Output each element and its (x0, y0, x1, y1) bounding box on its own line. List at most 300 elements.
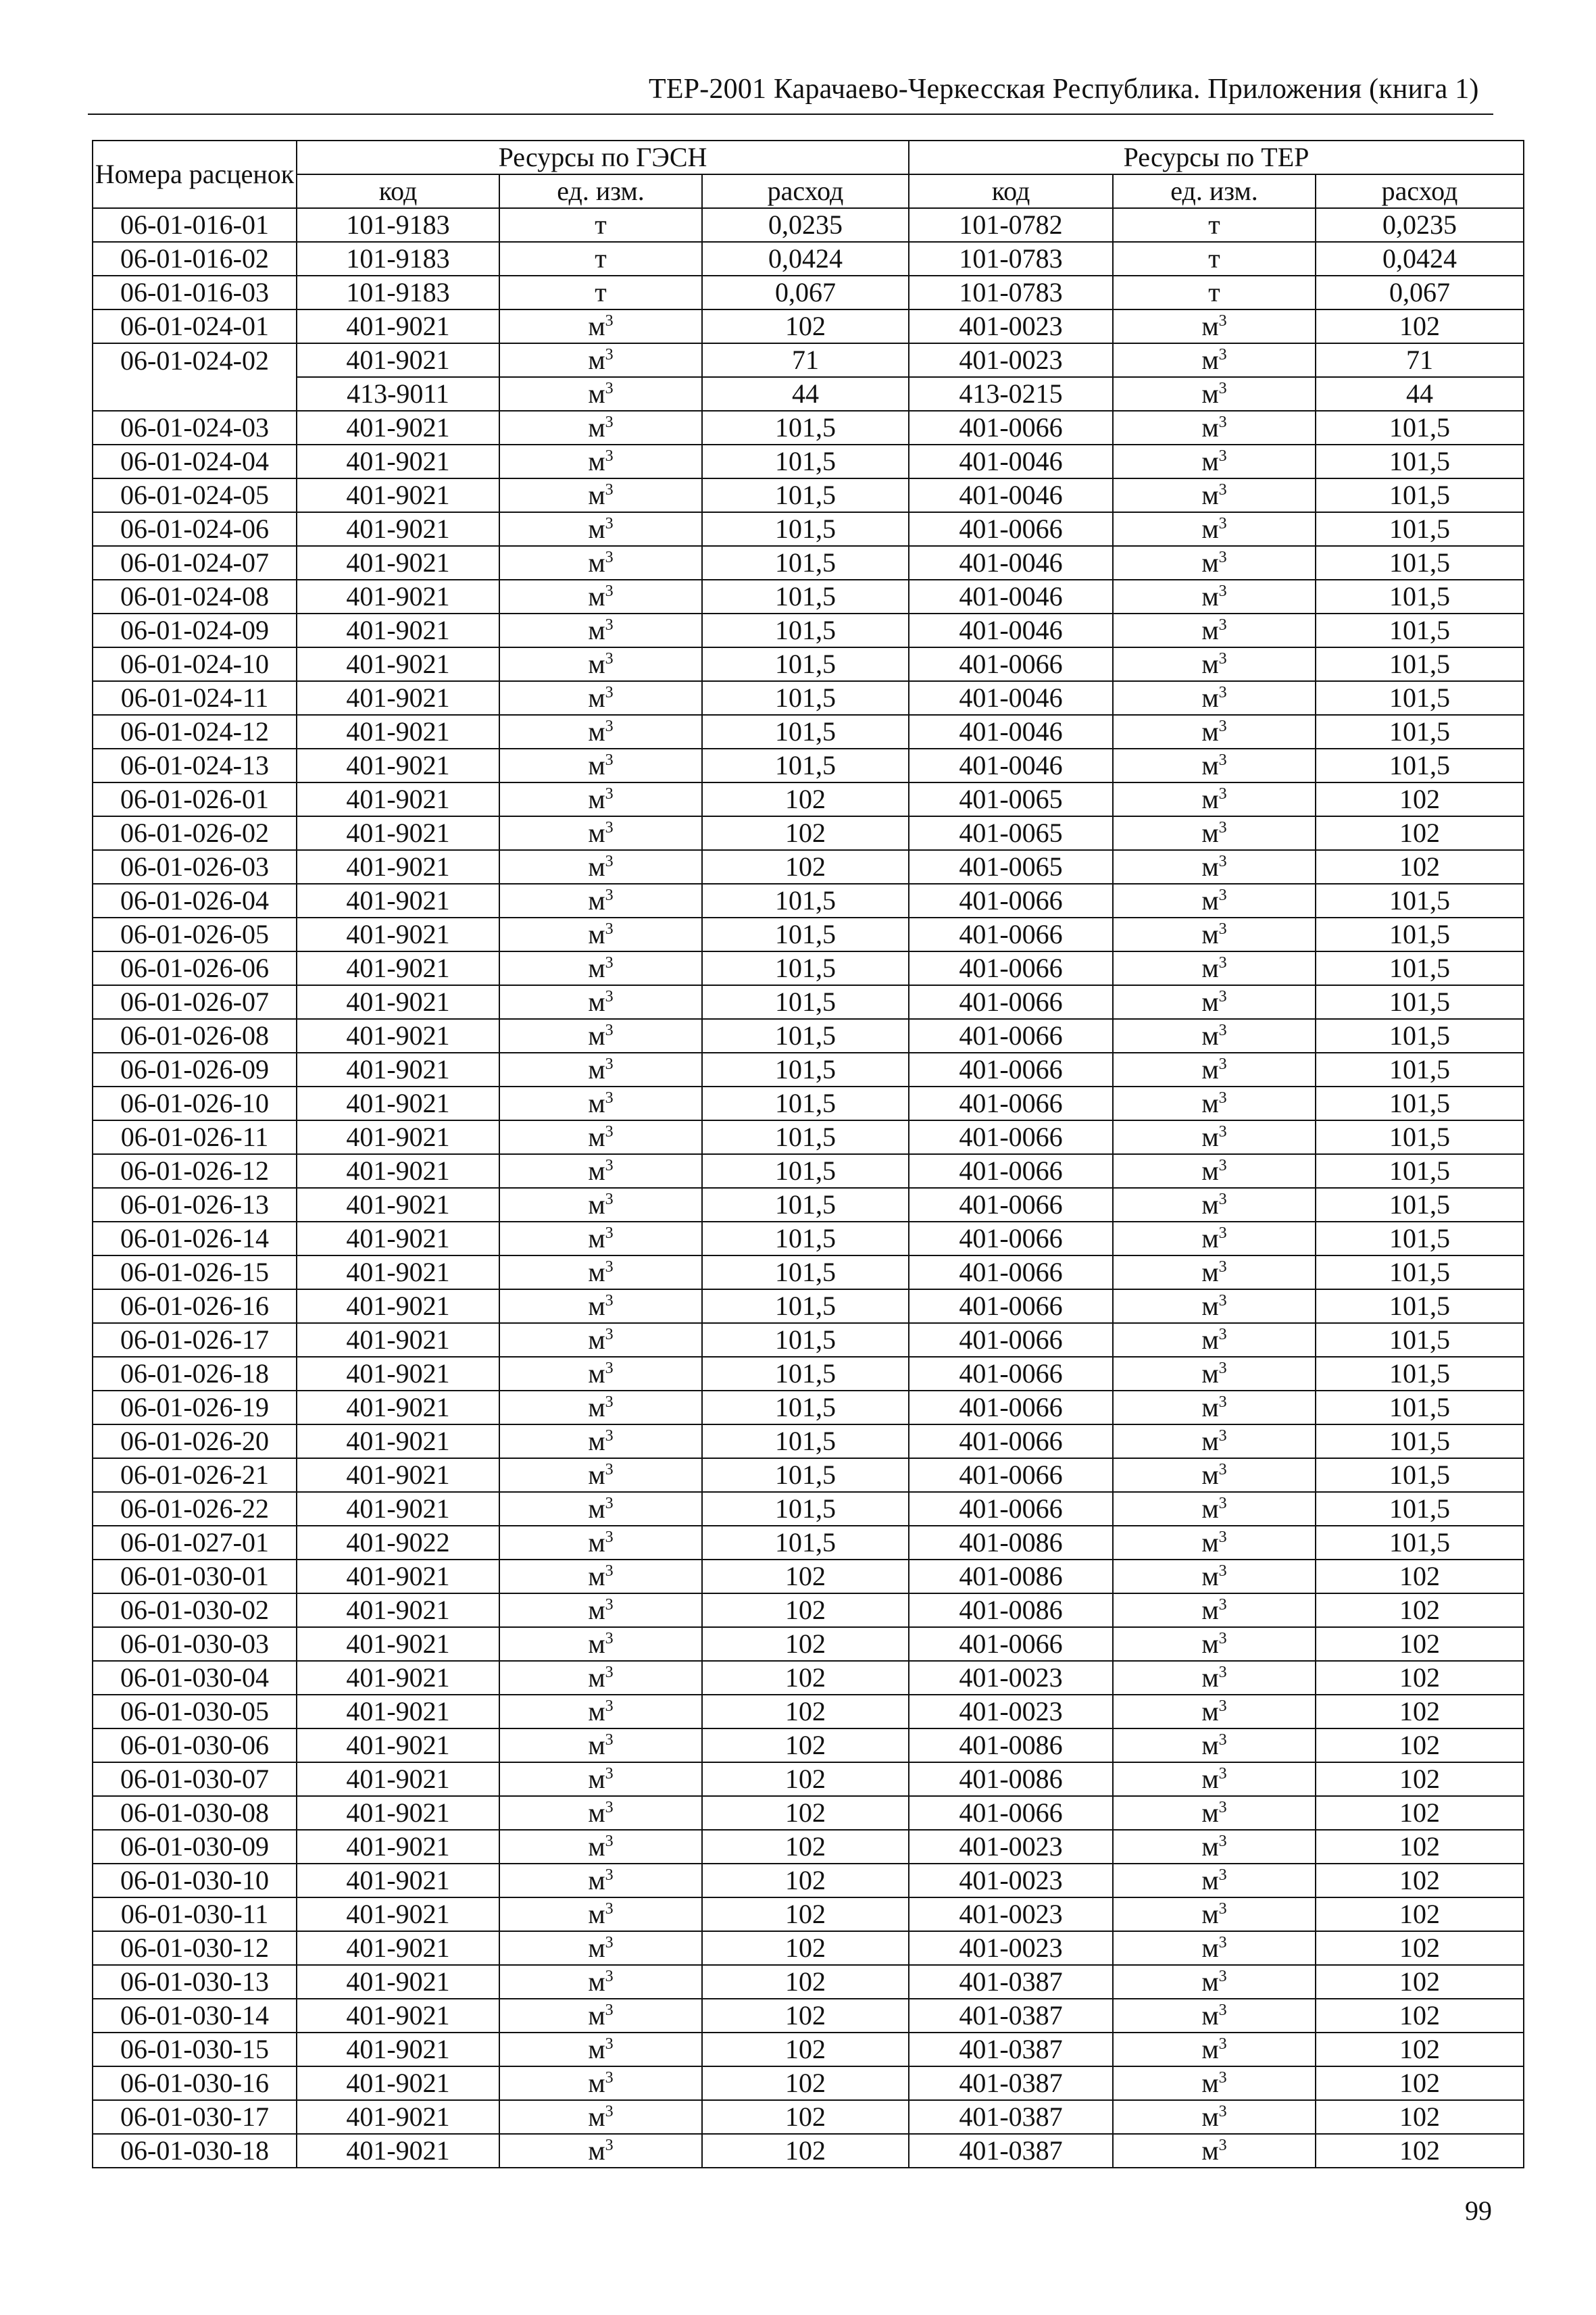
gesn-unit-cell (499, 1965, 702, 1999)
unit-exponent: 3 (605, 2069, 614, 2087)
ter-unit-cell (1113, 1796, 1316, 1830)
ter-amount-cell: 71 (1316, 343, 1524, 377)
unit-label: $м^3$ (588, 1696, 614, 1726)
unit-label: $м^3$ (588, 514, 614, 544)
table-row (93, 1830, 1524, 1864)
ter-unit-cell (1113, 2033, 1316, 2066)
unit-label: $м^3$ (588, 1831, 614, 1862)
gesn-code-cell: 401-9021 (297, 343, 499, 377)
table-row (93, 478, 1524, 512)
ter-unit-cell (1113, 1965, 1316, 1999)
ter-unit-cell (1113, 647, 1316, 681)
rate-number-cell: 06-01-030-15 (93, 2033, 297, 2066)
unit-exponent: 3 (1218, 684, 1227, 701)
unit-exponent: 3 (1218, 785, 1227, 803)
ter-unit-cell (1113, 1357, 1316, 1391)
unit-label: $м^3$ (588, 446, 614, 476)
unit-exponent: 3 (1218, 1191, 1227, 1208)
rate-number-cell: 06-01-030-05 (93, 1695, 297, 1728)
unit-label: $м^3$ (1201, 514, 1227, 544)
ter-amount-cell: 101,5 (1316, 1087, 1524, 1120)
unit-exponent: 3 (605, 1664, 614, 1681)
unit-label: $м^3$ (588, 1899, 614, 1929)
gesn-unit-cell (499, 580, 702, 614)
gesn-amount-cell: 101,5 (702, 884, 909, 918)
ter-unit-cell (1113, 1120, 1316, 1154)
unit-exponent: 3 (605, 2001, 614, 2019)
table-row (93, 1154, 1524, 1188)
gesn-code-cell: 401-9021 (297, 1087, 499, 1120)
gesn-unit-cell (499, 2066, 702, 2100)
rate-number-cell: 06-01-030-17 (93, 2100, 297, 2134)
unit-label: $м^3$ (1201, 1189, 1227, 1220)
rate-number-cell: 06-01-030-09 (93, 1830, 297, 1864)
unit-label: $м^3$ (1201, 750, 1227, 780)
table-row (93, 1492, 1524, 1526)
gesn-amount-cell: 101,5 (702, 1120, 909, 1154)
ter-code-cell: 401-0066 (909, 411, 1113, 445)
gesn-unit-cell (499, 309, 702, 343)
gesn-amount-cell: 101,5 (702, 1188, 909, 1222)
unit-exponent: 3 (605, 684, 614, 701)
rate-number-cell: 06-01-030-01 (93, 1560, 297, 1593)
unit-label: $м^3$ (588, 581, 614, 612)
unit-label: $м^3$ (1201, 1865, 1227, 1895)
gesn-code-cell: 401-9021 (297, 1931, 499, 1965)
ter-unit-cell (1113, 1492, 1316, 1526)
gesn-amount-cell: 101,5 (702, 647, 909, 681)
ter-amount-cell: 101,5 (1316, 411, 1524, 445)
gesn-amount-cell: 102 (702, 1864, 909, 1897)
table-row (93, 411, 1524, 445)
unit-exponent: 3 (605, 920, 614, 938)
ter-unit-cell (1113, 1391, 1316, 1424)
unit-label: $м^3$ (588, 1054, 614, 1085)
unit-label: $м^3$ (588, 1966, 614, 1997)
rate-number-cell: 06-01-026-08 (93, 1019, 297, 1053)
gesn-code-cell: 401-9021 (297, 2066, 499, 2100)
gesn-code-cell: 401-9021 (297, 1695, 499, 1728)
ter-unit-cell (1113, 951, 1316, 985)
ter-unit-cell (1113, 445, 1316, 478)
unit-label: $м^3$ (588, 1223, 614, 1253)
unit-exponent: 3 (1218, 2035, 1227, 2053)
ter-amount-cell: 101,5 (1316, 715, 1524, 749)
unit-exponent: 3 (605, 312, 614, 330)
unit-exponent: 3 (605, 1934, 614, 1951)
ter-unit-cell (1113, 1897, 1316, 1931)
unit-exponent: 3 (605, 819, 614, 837)
ter-code-cell: 401-0065 (909, 850, 1113, 884)
gesn-amount-cell: 44 (702, 377, 909, 411)
unit-label: $м^3$ (1201, 1662, 1227, 1693)
gesn-code-cell: 101-9183 (297, 276, 499, 309)
unit-label: $м^3$ (588, 1662, 614, 1693)
table-row (93, 1931, 1524, 1965)
gesn-unit-cell (499, 2100, 702, 2134)
table-row (93, 1087, 1524, 1120)
gesn-amount-cell: 102 (702, 1999, 909, 2033)
unit-exponent: 3 (605, 616, 614, 634)
unit-label: $м^3$ (1201, 1966, 1227, 1997)
gesn-amount-cell: 102 (702, 816, 909, 850)
rate-number-cell: 06-01-024-08 (93, 580, 297, 614)
ter-amount-cell: 0,0424 (1316, 242, 1524, 276)
ter-unit-cell (1113, 512, 1316, 546)
ter-code-cell: 401-0023 (909, 343, 1113, 377)
rate-number-cell: 06-01-016-01 (93, 208, 297, 242)
ter-code-cell: 401-0066 (909, 1154, 1113, 1188)
gesn-amount-cell: 102 (702, 782, 909, 816)
gesn-amount-cell: 102 (702, 1593, 909, 1627)
unit-label: $м^3$ (1201, 919, 1227, 949)
rate-number-cell: 06-01-024-03 (93, 411, 297, 445)
ter-unit-cell (1113, 715, 1316, 749)
rate-number-cell: 06-01-024-13 (93, 749, 297, 782)
gesn-amount-cell: 101,5 (702, 1019, 909, 1053)
unit-label: $м^3$ (588, 480, 614, 510)
unit-exponent: 3 (605, 1292, 614, 1310)
unit-exponent: 3 (1218, 1461, 1227, 1478)
unit-exponent: 3 (1218, 1427, 1227, 1445)
rate-number-cell: 06-01-030-02 (93, 1593, 297, 1627)
unit-exponent: 3 (605, 1123, 614, 1141)
unit-exponent: 3 (1218, 1528, 1227, 1546)
unit-label: $м^3$ (1201, 1358, 1227, 1389)
rate-number-cell: 06-01-030-13 (93, 1965, 297, 1999)
ter-unit-cell (1113, 2066, 1316, 2100)
table-row (93, 647, 1524, 681)
ter-amount-cell: 102 (1316, 1593, 1524, 1627)
gesn-unit-cell (499, 816, 702, 850)
ter-amount-cell: 101,5 (1316, 478, 1524, 512)
ter-amount-cell: 102 (1316, 1627, 1524, 1661)
unit-exponent: 3 (1218, 549, 1227, 566)
gesn-code-cell: 401-9021 (297, 411, 499, 445)
ter-code-cell: 401-0086 (909, 1762, 1113, 1796)
unit-label: $м^3$ (1201, 818, 1227, 848)
ter-amount-cell: 101,5 (1316, 1492, 1524, 1526)
gesn-code-cell: 401-9022 (297, 1526, 499, 1560)
gesn-code-cell: 401-9021 (297, 850, 499, 884)
header-rate-numbers: Номера расценок (93, 141, 297, 208)
unit-label: $м^3$ (588, 682, 614, 713)
table-row (93, 2066, 1524, 2100)
unit-label: $м^3$ (1201, 1561, 1227, 1591)
unit-exponent: 3 (605, 2137, 614, 2154)
rate-number-cell: 06-01-030-18 (93, 2134, 297, 2168)
unit-label: $м^3$ (588, 851, 614, 882)
table-row (93, 1762, 1524, 1796)
unit-exponent: 3 (1218, 1055, 1227, 1073)
rate-number-cell: 06-01-030-08 (93, 1796, 297, 1830)
gesn-unit-cell (499, 478, 702, 512)
unit-exponent: 3 (1218, 1968, 1227, 1985)
ter-code-cell: 101-0782 (909, 208, 1113, 242)
ter-amount-cell: 102 (1316, 1864, 1524, 1897)
unit-label: $м^3$ (1201, 446, 1227, 476)
unit-exponent: 3 (1218, 515, 1227, 532)
unit-label: $м^3$ (1201, 1324, 1227, 1355)
unit-exponent: 3 (605, 751, 614, 769)
ter-amount-cell: 102 (1316, 2100, 1524, 2134)
gesn-code-cell: 401-9021 (297, 1897, 499, 1931)
rate-number-cell: 06-01-016-02 (93, 242, 297, 276)
gesn-amount-cell: 102 (702, 1830, 909, 1864)
table-row (93, 816, 1524, 850)
unit-label: $м^3$ (588, 345, 614, 375)
unit-label: $м^3$ (1201, 1088, 1227, 1118)
rate-number-cell: 06-01-030-07 (93, 1762, 297, 1796)
unit-exponent: 3 (605, 1157, 614, 1174)
unit-label: $м^3$ (1201, 2000, 1227, 2031)
ter-code-cell: 401-0066 (909, 1019, 1113, 1053)
unit-label: $м^3$ (1201, 615, 1227, 645)
table-row (93, 2134, 1524, 2168)
unit-label: $м^3$ (588, 1122, 614, 1152)
gesn-amount-cell: 102 (702, 2100, 909, 2134)
ter-unit-cell (1113, 1627, 1316, 1661)
unit-exponent: 3 (605, 414, 614, 431)
gesn-unit-cell (499, 1188, 702, 1222)
gesn-code-cell: 401-9021 (297, 749, 499, 782)
gesn-code-cell: 401-9021 (297, 647, 499, 681)
gesn-amount-cell: 102 (702, 1762, 909, 1796)
ter-amount-cell: 101,5 (1316, 918, 1524, 951)
gesn-unit-cell (499, 1154, 702, 1188)
ter-amount-cell: 102 (1316, 850, 1524, 884)
ter-unit-cell (1113, 1762, 1316, 1796)
unit-label: $м^3$ (1201, 1392, 1227, 1422)
table-row (93, 1019, 1524, 1053)
unit-label: $м^3$ (588, 953, 614, 983)
gesn-unit-cell (499, 715, 702, 749)
unit-label: $м^3$ (588, 2068, 614, 2098)
ter-code-cell: 401-0387 (909, 1965, 1113, 1999)
unit-label: $м^3$ (1201, 649, 1227, 679)
unit-exponent: 3 (1218, 1799, 1227, 1816)
header-rule (88, 114, 1493, 115)
rate-number-cell: 06-01-026-06 (93, 951, 297, 985)
gesn-unit-cell (499, 1492, 702, 1526)
ter-code-cell: 401-0387 (909, 2134, 1113, 2168)
ter-code-cell: 401-0046 (909, 614, 1113, 647)
table-row (93, 1728, 1524, 1762)
gesn-code-cell: 401-9021 (297, 1999, 499, 2033)
unit-exponent: 3 (1218, 1123, 1227, 1141)
ter-unit-cell (1113, 1728, 1316, 1762)
unit-label: $м^3$ (588, 818, 614, 848)
ter-code-cell: 401-0066 (909, 1053, 1113, 1087)
rate-number-cell: 06-01-024-11 (93, 681, 297, 715)
gesn-code-cell: 401-9021 (297, 1728, 499, 1762)
unit-exponent: 3 (1218, 920, 1227, 938)
unit-exponent: 3 (605, 1731, 614, 1749)
gesn-unit-cell (499, 1593, 702, 1627)
unit-label: $м^3$ (1201, 2068, 1227, 2098)
gesn-amount-cell: 102 (702, 1728, 909, 1762)
ter-amount-cell: 102 (1316, 1897, 1524, 1931)
ter-unit-cell (1113, 918, 1316, 951)
ter-code-cell: 401-0066 (909, 985, 1113, 1019)
unit-label: $м^3$ (588, 716, 614, 747)
rate-number-cell: 06-01-026-07 (93, 985, 297, 1019)
ter-unit-cell (1113, 782, 1316, 816)
gesn-amount-cell: 102 (702, 309, 909, 343)
ter-unit-cell (1113, 2134, 1316, 2168)
gesn-unit-cell (499, 1120, 702, 1154)
gesn-code-cell: 401-9021 (297, 681, 499, 715)
gesn-unit-cell (499, 242, 702, 276)
unit-exponent: 3 (1218, 1292, 1227, 1310)
unit-exponent: 3 (1218, 1089, 1227, 1107)
gesn-unit-cell (499, 1796, 702, 1830)
rate-number-cell: 06-01-026-10 (93, 1087, 297, 1120)
rate-number-cell: 06-01-026-04 (93, 884, 297, 918)
unit-label: $м^3$ (588, 1797, 614, 1828)
ter-code-cell: 401-0086 (909, 1728, 1113, 1762)
unit-label: $м^3$ (1201, 1257, 1227, 1287)
gesn-code-cell: 401-9021 (297, 985, 499, 1019)
ter-code-cell: 401-0046 (909, 478, 1113, 512)
gesn-unit-cell (499, 1053, 702, 1087)
unit-exponent: 3 (1218, 2001, 1227, 2019)
ter-code-cell: 401-0046 (909, 715, 1113, 749)
ter-unit-cell (1113, 276, 1316, 309)
unit-label: $м^3$ (588, 1764, 614, 1794)
ter-code-cell: 401-0066 (909, 951, 1113, 985)
unit-exponent: 3 (605, 1866, 614, 1884)
gesn-unit-cell (499, 343, 702, 377)
unit-exponent: 3 (1218, 954, 1227, 972)
ter-amount-cell: 102 (1316, 1695, 1524, 1728)
ter-amount-cell: 101,5 (1316, 1289, 1524, 1323)
unit-exponent: 3 (1218, 582, 1227, 600)
unit-label: $м^3$ (1201, 1460, 1227, 1490)
table-row (93, 1255, 1524, 1289)
gesn-amount-cell: 101,5 (702, 1222, 909, 1255)
unit-label: $м^3$ (588, 750, 614, 780)
gesn-code-cell: 401-9021 (297, 1830, 499, 1864)
unit-exponent: 3 (1218, 2137, 1227, 2154)
unit-label: $м^3$ (588, 919, 614, 949)
unit-label: $м^3$ (588, 885, 614, 916)
ter-amount-cell: 101,5 (1316, 512, 1524, 546)
ter-unit-cell (1113, 749, 1316, 782)
unit-label: $м^3$ (588, 1257, 614, 1287)
gesn-code-cell: 101-9183 (297, 242, 499, 276)
unit-label: $м^3$ (1201, 378, 1227, 409)
gesn-amount-cell: 102 (702, 2066, 909, 2100)
table-row (93, 1188, 1524, 1222)
gesn-code-cell: 401-9021 (297, 580, 499, 614)
table-row (93, 377, 1524, 411)
ter-code-cell: 401-0066 (909, 1796, 1113, 1830)
gesn-unit-cell (499, 512, 702, 546)
gesn-code-cell: 401-9021 (297, 816, 499, 850)
table-row (93, 580, 1524, 614)
unit-label: $м^3$ (588, 2000, 614, 2031)
gesn-code-cell: 401-9021 (297, 1255, 499, 1289)
table-row (93, 242, 1524, 276)
table-row (93, 1289, 1524, 1323)
unit-exponent: 3 (1218, 1360, 1227, 1377)
gesn-unit-cell (499, 1255, 702, 1289)
unit-label: $м^3$ (588, 412, 614, 443)
gesn-code-cell: 401-9021 (297, 1424, 499, 1458)
rate-number-cell: 06-01-024-06 (93, 512, 297, 546)
gesn-amount-cell: 101,5 (702, 1154, 909, 1188)
unit-exponent: 3 (605, 650, 614, 668)
ter-code-cell: 401-0066 (909, 884, 1113, 918)
ter-amount-cell: 101,5 (1316, 1424, 1524, 1458)
unit-exponent: 3 (605, 1562, 614, 1580)
unit-exponent: 3 (605, 887, 614, 904)
ter-code-cell: 401-0046 (909, 580, 1113, 614)
table-row (93, 1864, 1524, 1897)
ter-code-cell: 401-0066 (909, 1458, 1113, 1492)
unit-exponent: 3 (1218, 751, 1227, 769)
ter-amount-cell: 102 (1316, 309, 1524, 343)
table-row (93, 715, 1524, 749)
unit-label: $м^3$ (588, 1324, 614, 1355)
table-row (93, 850, 1524, 884)
ter-amount-cell: 101,5 (1316, 546, 1524, 580)
ter-unit-cell (1113, 411, 1316, 445)
unit-label: $м^3$ (588, 1527, 614, 1558)
unit-label: $м^3$ (588, 1730, 614, 1760)
gesn-unit-cell (499, 1931, 702, 1965)
rate-number-cell: 06-01-030-16 (93, 2066, 297, 2100)
ter-code-cell: 401-0086 (909, 1526, 1113, 1560)
ter-amount-cell: 101,5 (1316, 1154, 1524, 1188)
unit-exponent: 3 (1218, 380, 1227, 397)
ter-code-cell: 401-0387 (909, 2066, 1113, 2100)
table-row (93, 1458, 1524, 1492)
ter-code-cell: 401-0023 (909, 1830, 1113, 1864)
ter-amount-cell: 102 (1316, 2134, 1524, 2168)
ter-amount-cell: 102 (1316, 1661, 1524, 1695)
unit-label: $м^3$ (1201, 716, 1227, 747)
table-row (93, 1357, 1524, 1391)
gesn-amount-cell: 71 (702, 343, 909, 377)
unit-label: $м^3$ (1201, 1899, 1227, 1929)
gesn-unit-cell (499, 1087, 702, 1120)
ter-code-cell: 401-0066 (909, 1323, 1113, 1357)
unit-label: $м^3$ (1201, 682, 1227, 713)
gesn-unit-cell (499, 1627, 702, 1661)
ter-code-cell: 401-0066 (909, 1627, 1113, 1661)
ter-code-cell: 401-0086 (909, 1593, 1113, 1627)
unit-label: $м^3$ (1201, 1223, 1227, 1253)
rate-number-cell: 06-01-024-12 (93, 715, 297, 749)
ter-unit-cell (1113, 1864, 1316, 1897)
rate-number-cell: 06-01-026-09 (93, 1053, 297, 1087)
unit-exponent: 3 (1218, 2103, 1227, 2120)
unit-exponent: 3 (605, 380, 614, 397)
ter-amount-cell: 101,5 (1316, 445, 1524, 478)
unit-label: т (1208, 277, 1220, 307)
unit-label: т (595, 243, 607, 274)
ter-code-cell: 401-0066 (909, 1188, 1113, 1222)
unit-label: $м^3$ (588, 1628, 614, 1659)
rate-number-cell: 06-01-026-12 (93, 1154, 297, 1188)
gesn-amount-cell: 101,5 (702, 1357, 909, 1391)
unit-exponent: 3 (605, 1224, 614, 1242)
rate-number-cell: 06-01-026-05 (93, 918, 297, 951)
rate-number-cell: 06-01-026-22 (93, 1492, 297, 1526)
page-header-title: ТЕР-2001 Карачаево-Черкесская Республика. Приложения (книга 1) (649, 74, 1479, 105)
